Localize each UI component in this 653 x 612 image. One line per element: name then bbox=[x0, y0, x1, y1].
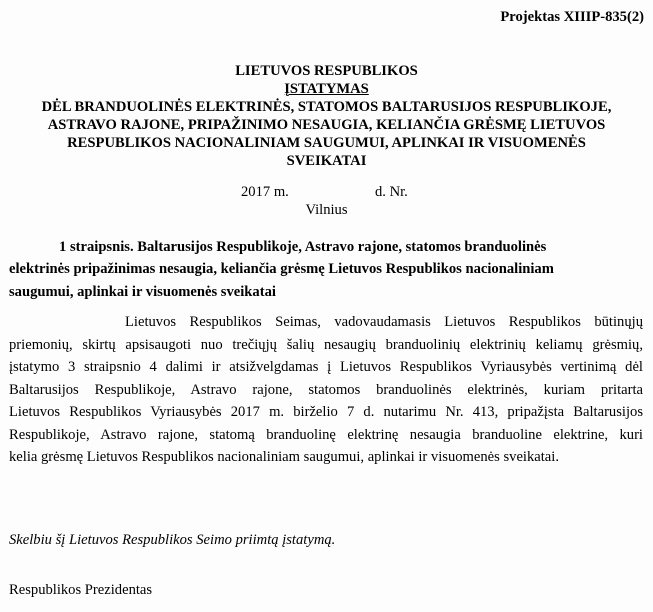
article-body bbox=[9, 311, 643, 469]
promulgation-note: Skelbiu šį Lietuvos Respublikos Seimo priimtą įstatymą. bbox=[9, 532, 336, 548]
title-line-law: ĮSTATYMAS bbox=[284, 81, 369, 97]
article-heading-line-3: saugumui, aplinkai ir visuomenės sveikatai bbox=[9, 283, 276, 300]
date-day-number: d. Nr. bbox=[375, 184, 408, 200]
law-title bbox=[0, 62, 653, 170]
title-line-3: DĖL BRANDUOLINĖS ELEKTRINĖS, STATOMOS BALTARUSIJOS RESPUBLIKOJE, bbox=[41, 99, 612, 115]
body-line: Lietuvos Respublikos Seimas, vadovaudamasis Lietuvos Respublikos būtinųjų bbox=[125, 314, 643, 330]
article-heading-line-1: 1 straipsnis. Baltarusijos Respublikoje, Astravo rajone, statomos branduolinės bbox=[59, 239, 547, 255]
signatory: Respublikos Prezidentas bbox=[9, 582, 153, 598]
article-heading bbox=[9, 236, 643, 303]
title-line-5: RESPUBLIKOS NACIONALINIAM SAUGUMUI, APLINKAI IR VISUOMENĖS bbox=[67, 135, 586, 151]
city: Vilnius bbox=[305, 202, 348, 218]
body-line: įstatymo 3 straipsnio 4 dalimi ir atsižvelgdamas į Lietuvos Respublikos Vyriausybės vertinimą dėl bbox=[9, 359, 643, 375]
body-line: Baltarusijos Respublikoje, Astravo rajone, statomos branduolinės elektrinės, kuriam pritarta bbox=[9, 381, 643, 398]
date-year: 2017 m. bbox=[241, 184, 289, 200]
title-line-4: ASTRAVO RAJONE, PRIPAŽINIMO NESAUGIA, KELIANČIA GRĖSMĘ LIETUVOS bbox=[47, 117, 606, 133]
body-line: Lietuvos Respublikos Vyriausybės 2017 m. birželio 7 d. nutarimu Nr. 413, pripažįsta Baltarusijos bbox=[9, 404, 643, 420]
title-line-republic: LIETUVOS RESPUBLIKOS bbox=[235, 63, 418, 79]
title-line-6: SVEIKATAI bbox=[286, 153, 367, 169]
article-heading-line-2: elektrinės pripažinimas nesaugia, keliančia grėsmę Lietuvos Respublikos nacionaliniam bbox=[9, 261, 554, 278]
body-line: Respublikoje, Astravo rajone, statomą branduolinę elektrinę nesaugia branduoline elektrine, kuri bbox=[9, 426, 643, 443]
body-line: kelia grėsmę Lietuvos Respublikos nacionaliniam saugumui, aplinkai ir visuomenės sveikatai. bbox=[9, 449, 559, 465]
body-line: priemonių, skirtų apsisaugoti nuo trečiųjų šalių nesaugių branduolinių elektrinių keliamų grėsmių, bbox=[9, 336, 643, 353]
project-number: Projektas XIIIP-835(2) bbox=[500, 9, 644, 25]
